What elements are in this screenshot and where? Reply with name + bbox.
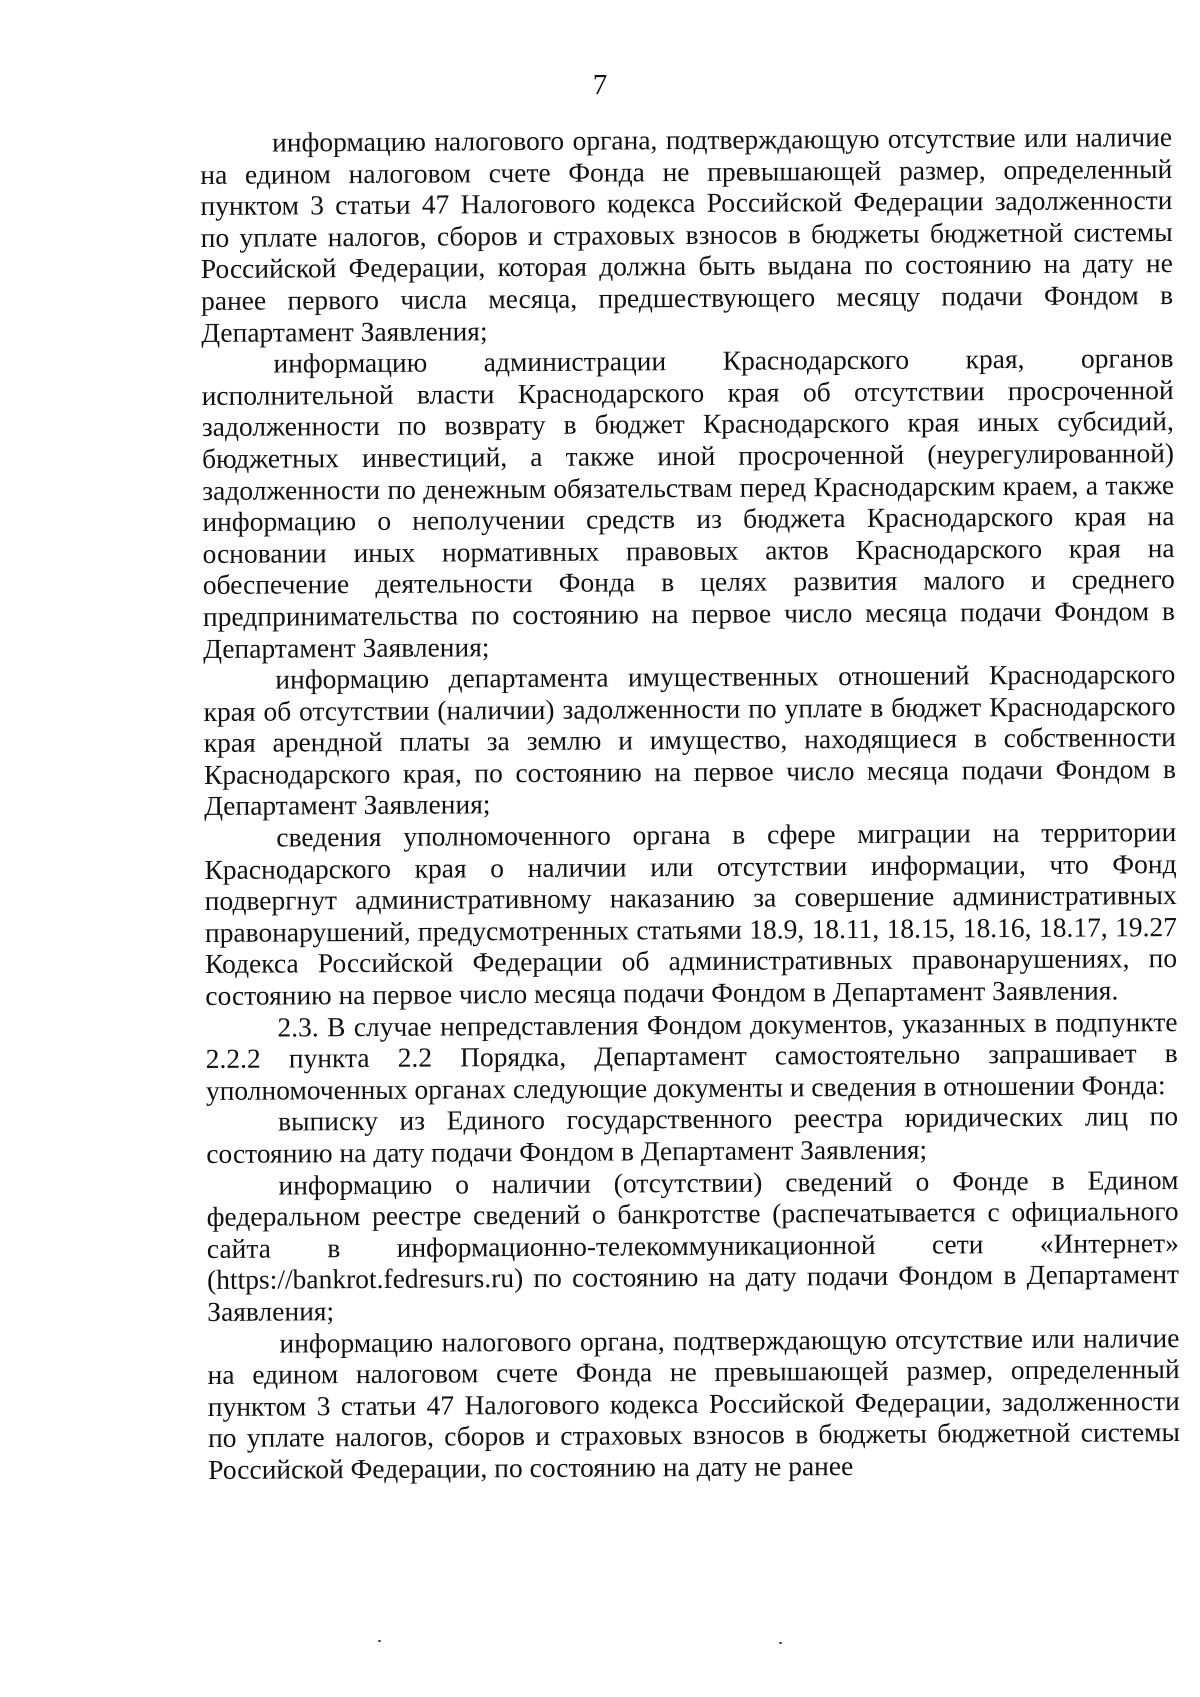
scan-speck xyxy=(779,1642,782,1644)
paragraph-tax-authority-info: информацию налогового органа, подтверждающую отсутствие или наличие на едином налоговом счете Фонда не превышающей размер, определенный пунктом 3 статьи 47 Налогового кодекса Российской Федерации задолженности по уплате налогов, сборов и страховых взносов в бюджеты бюджетной системы Российской Федерации, которая должна быть выдана по состоянию на дату не ранее первого числа месяца, предшествующего месяцу подачи Фондом в Департамент Заявления; xyxy=(200,121,1174,348)
page-number: 7 xyxy=(592,69,608,101)
paragraph-egrul-extract: выписку из Единого государственного реестра юридических лиц по состоянию на дату подачи Фондом в Департамент Заявления; xyxy=(206,1100,1179,1169)
paragraph-tax-authority-info-repeat: информацию налогового органа, подтверждающую отсутствие или наличие на едином налоговом счете Фонда не превышающей размер, определенный пунктом 3 статьи 47 Налогового кодекса Российской Федерации, задолженности по уплате налогов, сборов и страховых взносов в бюджеты бюджетной системы Российской Федерации, по состоянию на дату не ранее xyxy=(207,1321,1181,1485)
paragraph-bankruptcy-registry-info: информацию о наличии (отсутствии) сведений о Фонде в Едином федеральном реестре сведений о банкротстве (распечатывается с официального сайта в информационно-телекоммуникационной сети «Интернет» (https://bankrot.fedresurs.ru) по состоянию на дату подачи Фондом в Департамент Заявления; xyxy=(206,1163,1180,1327)
paragraph-administration-info: информацию администрации Краснодарского края, органов исполнительной власти Краснодарского края об отсутствии просроченной задолженности по возврату в бюджет Краснодарского края иных субсидий, бюджетных инвестиций, а также иной просроченной (неурегулированной) задолженности по денежным обязательствам перед Краснодарским краем, а также информацию о неполучении средств из бюджета Краснодарского края на основании иных нормативных правовых актов Краснодарского края на обеспечение деятельности Фонда в целях развития малого и среднего предпринимательства по состоянию на первое число месяца подачи Фондом в Департамент Заявления; xyxy=(201,342,1176,664)
document-body xyxy=(200,121,1180,1485)
paragraph-property-department-info: информацию департамента имущественных отношений Краснодарского края об отсутствии (наличии) задолженности по уплате в бюджет Краснодарского края арендной платы за землю и имущество, находящиеся в собственности Краснодарского края, по состоянию на первое число месяца подачи Фондом в Департамент Заявления; xyxy=(203,658,1177,822)
paragraph-migration-authority-info: сведения уполномоченного органа в сфере миграции на территории Краснодарского края о наличии или отсутствии информации, что Фонд подвергнут административному наказанию за совершение административных правонарушений, предусмотренных статьями 18.9, 18.11, 18.15, 18.16, 18.17, 19.27 Кодекса Российской Федерации об административных правонарушениях, по состоянию на первое число месяца подачи Фондом в Департамент Заявления. xyxy=(204,816,1178,1012)
paragraph-section-2-3: 2.3. В случае непредставления Фондом документов, указанных в подпункте 2.2.2 пункта 2.2 Порядка, Департамент самостоятельно запрашивает в уполномоченных органах следующие документы и сведения в отношении Фонда: xyxy=(205,1005,1178,1106)
scan-speck xyxy=(378,1640,381,1642)
